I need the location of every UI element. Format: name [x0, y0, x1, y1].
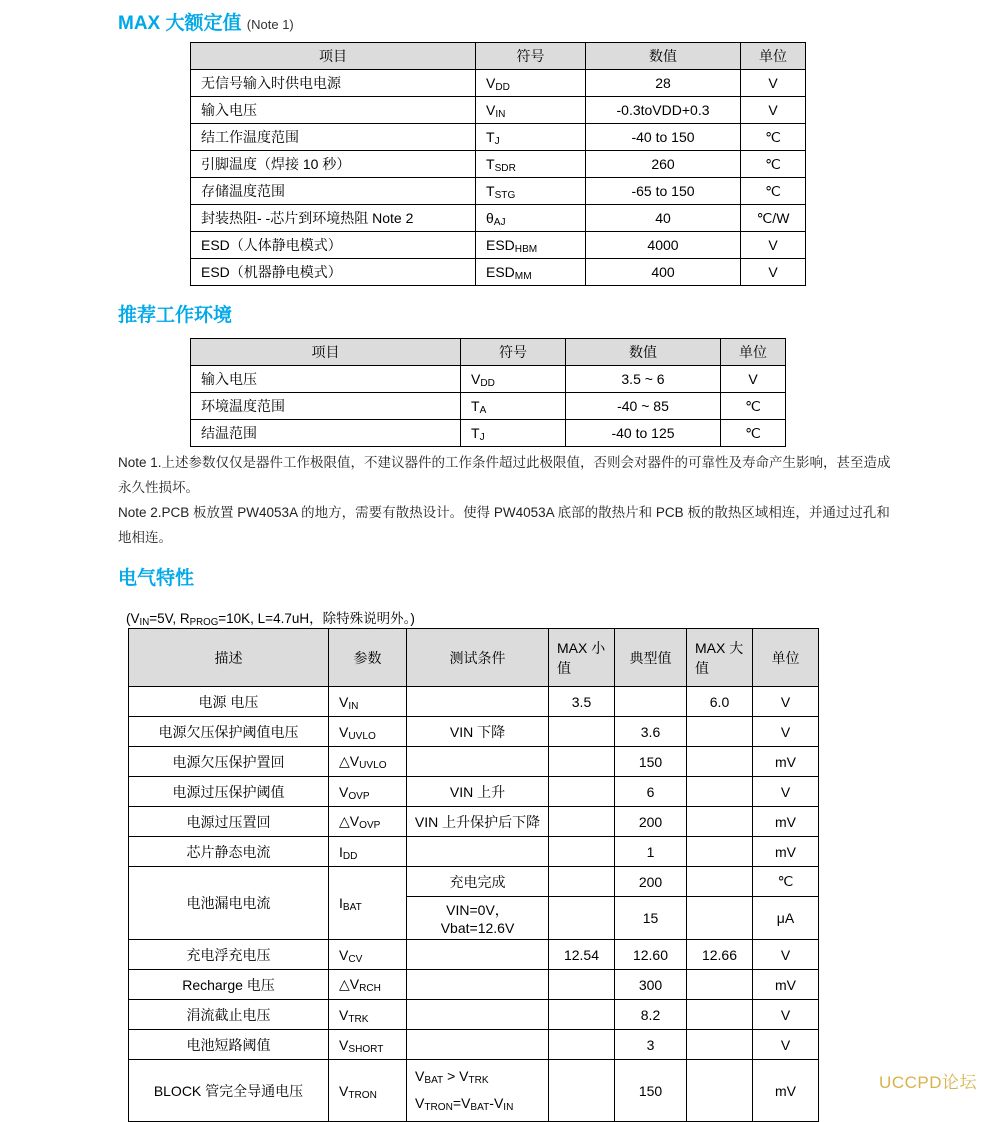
cell-condition [407, 1030, 549, 1060]
cell-param [329, 940, 407, 970]
cell-param [329, 837, 407, 867]
table-row [191, 97, 806, 124]
cell-unit: ℃/W [741, 205, 806, 232]
column-header: 测试条件 [407, 629, 549, 687]
param-sub: BAT [342, 902, 362, 913]
cell-max [687, 777, 753, 807]
cell-param [329, 867, 407, 940]
cell-max [687, 807, 753, 837]
cond-prefix: (V [126, 611, 140, 626]
cell-unit: V [741, 97, 806, 124]
electrical-characteristics-title: 电气特性 [118, 568, 195, 589]
table-row [129, 837, 819, 867]
param-sub: SHORT [348, 1043, 384, 1055]
cell-condition [407, 687, 549, 717]
column-header: 单位 [753, 629, 819, 687]
cell-item: 环境温度范围 [191, 393, 461, 420]
cell-value: -40 ~ 85 [566, 393, 721, 420]
cell-symbol [476, 232, 586, 259]
cond-suffix: =10K, L=4.7uH，除特殊说明外。) [218, 611, 415, 626]
table-row [129, 940, 819, 970]
param-sub: TRK [348, 1013, 369, 1025]
cond-a: V [415, 1067, 425, 1084]
cell-param [329, 687, 407, 717]
cell-value: 40 [586, 205, 741, 232]
cell-min: 12.54 [549, 940, 615, 970]
cond-sub1: IN [139, 617, 150, 628]
cell-unit: ℃ [741, 151, 806, 178]
cell-value: 28 [586, 70, 741, 97]
cell-symbol [476, 124, 586, 151]
cell-unit: V [753, 777, 819, 807]
cond-sub-e: IN [503, 1101, 514, 1113]
param-main: I [339, 843, 343, 860]
column-header: 单位 [721, 339, 786, 366]
cell-symbol [476, 151, 586, 178]
column-header: 描述 [129, 629, 329, 687]
cell-typ: 150 [615, 1060, 687, 1122]
cell-param [329, 1030, 407, 1060]
cell-condition: VIN=0V，Vbat=12.6V [407, 897, 549, 940]
cell-unit: V [753, 940, 819, 970]
cell-param [329, 717, 407, 747]
param-sub: OVP [359, 820, 381, 831]
symbol-sub: J [494, 136, 500, 147]
cell-symbol [476, 178, 586, 205]
max-ratings-title-note: (Note 1) [246, 17, 294, 32]
cell-unit: ℃ [741, 124, 806, 151]
cell-item: ESD（人体静电模式） [191, 232, 476, 259]
cell-desc: 充电浮充电压 [129, 940, 329, 970]
table-row [129, 1030, 819, 1060]
cell-unit: V [753, 717, 819, 747]
table-row [129, 1060, 819, 1122]
cell-desc: 涓流截止电压 [129, 1000, 329, 1030]
table-row [191, 151, 806, 178]
cell-unit: mV [753, 970, 819, 1000]
cell-condition [407, 940, 549, 970]
table-row [129, 807, 819, 837]
symbol-main: T [471, 425, 480, 441]
cell-item: ESD（机器静电模式） [191, 259, 476, 286]
cell-unit: V [741, 259, 806, 286]
cell-typ: 200 [615, 867, 687, 897]
cond-mid: =5V, R [149, 611, 190, 626]
note-2: Note 2.PCB 板放置 PW4053A 的地方，需要有散热设计。使得 PW4053A 底部的散热片和 PCB 板的散热区域相连，并通过过孔和地相连。 [118, 505, 890, 545]
cell-symbol [476, 70, 586, 97]
cell-value: -40 to 150 [586, 124, 741, 151]
param-sub: UVLO [359, 760, 387, 771]
cond-sub-b: TRK [468, 1074, 489, 1086]
cell-unit: ℃ [741, 178, 806, 205]
param-sub: DD [342, 850, 358, 862]
cell-desc: 电源欠压保护阈值电压 [129, 717, 329, 747]
symbol-main: θ [486, 210, 494, 226]
note-1: Note 1.上述参数仅仅是器件工作极限值，不建议器件的工作条件超过此极限值，否则会对器件的可靠性及寿命产生影响，甚至造成永久性损坏。 [118, 455, 891, 495]
cell-item: 存储温度范围 [191, 178, 476, 205]
table-header-row [191, 339, 786, 366]
cell-typ: 300 [615, 970, 687, 1000]
column-header: 项目 [191, 43, 476, 70]
cell-typ: 150 [615, 747, 687, 777]
cell-typ: 200 [615, 807, 687, 837]
cell-min [549, 1030, 615, 1060]
cell-unit: mV [753, 747, 819, 777]
symbol-sub: DD [495, 82, 510, 93]
table-row [191, 259, 806, 286]
cell-max: 12.66 [687, 940, 753, 970]
cell-value: 3.5 ~ 6 [566, 366, 721, 393]
table-row [191, 420, 786, 447]
cell-unit: mV [753, 837, 819, 867]
table-row [129, 747, 819, 777]
cell-min [549, 717, 615, 747]
symbol-sub: STG [494, 190, 516, 201]
symbol-main: T [486, 156, 495, 172]
cell-max [687, 837, 753, 867]
cell-param [329, 1000, 407, 1030]
max-ratings-table [190, 42, 806, 286]
cell-unit: V [721, 366, 786, 393]
cell-param [329, 1060, 407, 1122]
cell-typ: 6 [615, 777, 687, 807]
column-header: 符号 [461, 339, 566, 366]
cell-max [687, 747, 753, 777]
cond-d: =V [452, 1094, 471, 1111]
param-main: V [339, 723, 349, 740]
cell-symbol [461, 420, 566, 447]
cell-value: 400 [586, 259, 741, 286]
param-main: △V [339, 976, 360, 992]
column-header: 典型值 [615, 629, 687, 687]
table-row [191, 366, 786, 393]
symbol-sub: SDR [494, 163, 516, 174]
cell-item: 结工作温度范围 [191, 124, 476, 151]
cell-max [687, 970, 753, 1000]
cell-min [549, 837, 615, 867]
symbol-sub: DD [480, 378, 495, 389]
cell-max [687, 1000, 753, 1030]
symbol-main: T [486, 129, 495, 145]
cell-desc: 电池短路阈值 [129, 1030, 329, 1060]
cell-condition [407, 1000, 549, 1030]
cell-desc: 电池漏电电流 [129, 867, 329, 940]
cell-min [549, 1000, 615, 1030]
cell-unit: ℃ [753, 867, 819, 897]
param-main: V [339, 1036, 349, 1053]
cell-condition [407, 747, 549, 777]
cell-symbol [461, 393, 566, 420]
cell-condition: VIN 下降 [407, 717, 549, 747]
param-main: V [339, 946, 349, 963]
cell-unit: V [741, 70, 806, 97]
table-row [191, 393, 786, 420]
cell-value: -65 to 150 [586, 178, 741, 205]
symbol-sub: AJ [493, 217, 506, 228]
table-row [129, 1000, 819, 1030]
symbol-sub: J [479, 432, 485, 443]
cond-e: -V [489, 1094, 504, 1111]
cell-max: 6.0 [687, 687, 753, 717]
cond-sub-a: BAT [424, 1074, 444, 1086]
cell-desc: Recharge 电压 [129, 970, 329, 1000]
column-header: 数值 [566, 339, 721, 366]
table-row [191, 178, 806, 205]
cell-max [687, 1030, 753, 1060]
symbol-sub: A [479, 405, 487, 416]
column-header: 单位 [741, 43, 806, 70]
symbol-main: V [471, 371, 481, 387]
param-main: △V [339, 753, 360, 769]
cell-value: 4000 [586, 232, 741, 259]
electrical-test-condition [126, 607, 415, 627]
cell-symbol [476, 259, 586, 286]
param-main: V [339, 1082, 349, 1099]
cell-value: 260 [586, 151, 741, 178]
cell-item: 引脚温度（焊接 10 秒） [191, 151, 476, 178]
cell-max [687, 717, 753, 747]
param-sub: TRON [348, 1089, 377, 1101]
cell-min [549, 897, 615, 940]
cell-condition [407, 970, 549, 1000]
column-header: 数值 [586, 43, 741, 70]
cell-unit: V [753, 687, 819, 717]
table-row [129, 777, 819, 807]
cell-param [329, 747, 407, 777]
table-row [191, 70, 806, 97]
cell-unit: V [753, 1030, 819, 1060]
table-row [191, 232, 806, 259]
column-header: 符号 [476, 43, 586, 70]
cond-sub-d: BAT [470, 1101, 490, 1113]
cell-condition [407, 1060, 549, 1122]
table-header-row [191, 43, 806, 70]
cell-typ: 12.60 [615, 940, 687, 970]
cell-desc: BLOCK 管完全导通电压 [129, 1060, 329, 1122]
cell-symbol [476, 97, 586, 124]
cell-condition: 充电完成 [407, 867, 549, 897]
cell-condition [407, 837, 549, 867]
cell-typ [615, 687, 687, 717]
column-header: 参数 [329, 629, 407, 687]
cell-typ: 15 [615, 897, 687, 940]
param-sub: UVLO [348, 730, 376, 742]
column-header: 项目 [191, 339, 461, 366]
max-ratings-title-text: MAX 大额定值 [118, 13, 242, 34]
condition-line-1 [415, 1064, 542, 1091]
cell-item: 封装热阻- -芯片到环境热阻 Note 2 [191, 205, 476, 232]
cell-typ: 3 [615, 1030, 687, 1060]
param-main: △V [339, 813, 360, 829]
cell-max [687, 897, 753, 940]
cell-min [549, 1060, 615, 1122]
param-main: V [339, 693, 349, 710]
cell-value: -0.3toVDD+0.3 [586, 97, 741, 124]
param-main: I [339, 895, 343, 911]
cell-desc: 芯片静态电流 [129, 837, 329, 867]
table-row [129, 687, 819, 717]
symbol-main: ESD [486, 237, 515, 253]
param-sub: RCH [359, 983, 381, 994]
cond-c: V [415, 1094, 425, 1111]
cell-unit: V [753, 1000, 819, 1030]
watermark: UCCPD论坛 [879, 1073, 977, 1092]
cell-unit: ℃ [721, 420, 786, 447]
symbol-sub: IN [495, 109, 506, 120]
table-row [129, 970, 819, 1000]
table-row [129, 717, 819, 747]
cell-min [549, 867, 615, 897]
recommended-conditions-title: 推荐工作环境 [118, 305, 233, 326]
cond-sub2: PROG [189, 617, 219, 628]
cell-desc: 电源欠压保护置回 [129, 747, 329, 777]
table-header-row [129, 629, 819, 687]
cell-typ: 8.2 [615, 1000, 687, 1030]
cell-unit: μA [753, 897, 819, 940]
cond-sub-c: TRON [424, 1101, 453, 1113]
table-row [129, 867, 819, 897]
cell-desc: 电源过压置回 [129, 807, 329, 837]
max-ratings-title [118, 8, 294, 35]
cell-desc: 电源 电压 [129, 687, 329, 717]
cell-param [329, 970, 407, 1000]
cell-condition: VIN 上升保护后下降 [407, 807, 549, 837]
column-header: MAX 小值 [549, 629, 615, 687]
symbol-main: T [486, 183, 495, 199]
cell-unit: V [741, 232, 806, 259]
cell-min: 3.5 [549, 687, 615, 717]
cell-desc: 电源过压保护阈值 [129, 777, 329, 807]
cell-min [549, 777, 615, 807]
table-row [191, 124, 806, 151]
param-sub: CV [348, 953, 363, 965]
condition-line-2 [415, 1091, 542, 1118]
symbol-main: T [471, 398, 480, 414]
cond-b: > V [443, 1067, 469, 1084]
cell-max [687, 867, 753, 897]
cell-unit: ℃ [721, 393, 786, 420]
cell-item: 无信号输入时供电电源 [191, 70, 476, 97]
cell-item: 结温范围 [191, 420, 461, 447]
cell-item: 输入电压 [191, 366, 461, 393]
cell-typ: 1 [615, 837, 687, 867]
symbol-main: ESD [486, 264, 515, 280]
cell-max [687, 1060, 753, 1122]
cell-param [329, 777, 407, 807]
param-sub: OVP [348, 790, 370, 802]
symbol-sub: MM [514, 271, 532, 282]
cell-symbol [476, 205, 586, 232]
column-header: MAX 大值 [687, 629, 753, 687]
cell-condition: VIN 上升 [407, 777, 549, 807]
param-main: V [339, 1006, 349, 1023]
notes-block [118, 450, 898, 550]
cell-symbol [461, 366, 566, 393]
cell-min [549, 747, 615, 777]
symbol-sub: HBM [514, 244, 538, 255]
symbol-main: V [486, 75, 496, 91]
table-row [191, 205, 806, 232]
electrical-characteristics-table [128, 628, 819, 1122]
cell-min [549, 970, 615, 1000]
cell-min [549, 807, 615, 837]
param-sub: IN [348, 700, 359, 712]
cell-param [329, 807, 407, 837]
cell-typ: 3.6 [615, 717, 687, 747]
symbol-main: V [486, 102, 496, 118]
recommended-conditions-table [190, 338, 786, 447]
cell-value: -40 to 125 [566, 420, 721, 447]
cell-item: 输入电压 [191, 97, 476, 124]
cell-unit: mV [753, 807, 819, 837]
param-main: V [339, 783, 349, 800]
cell-unit: mV [753, 1060, 819, 1122]
